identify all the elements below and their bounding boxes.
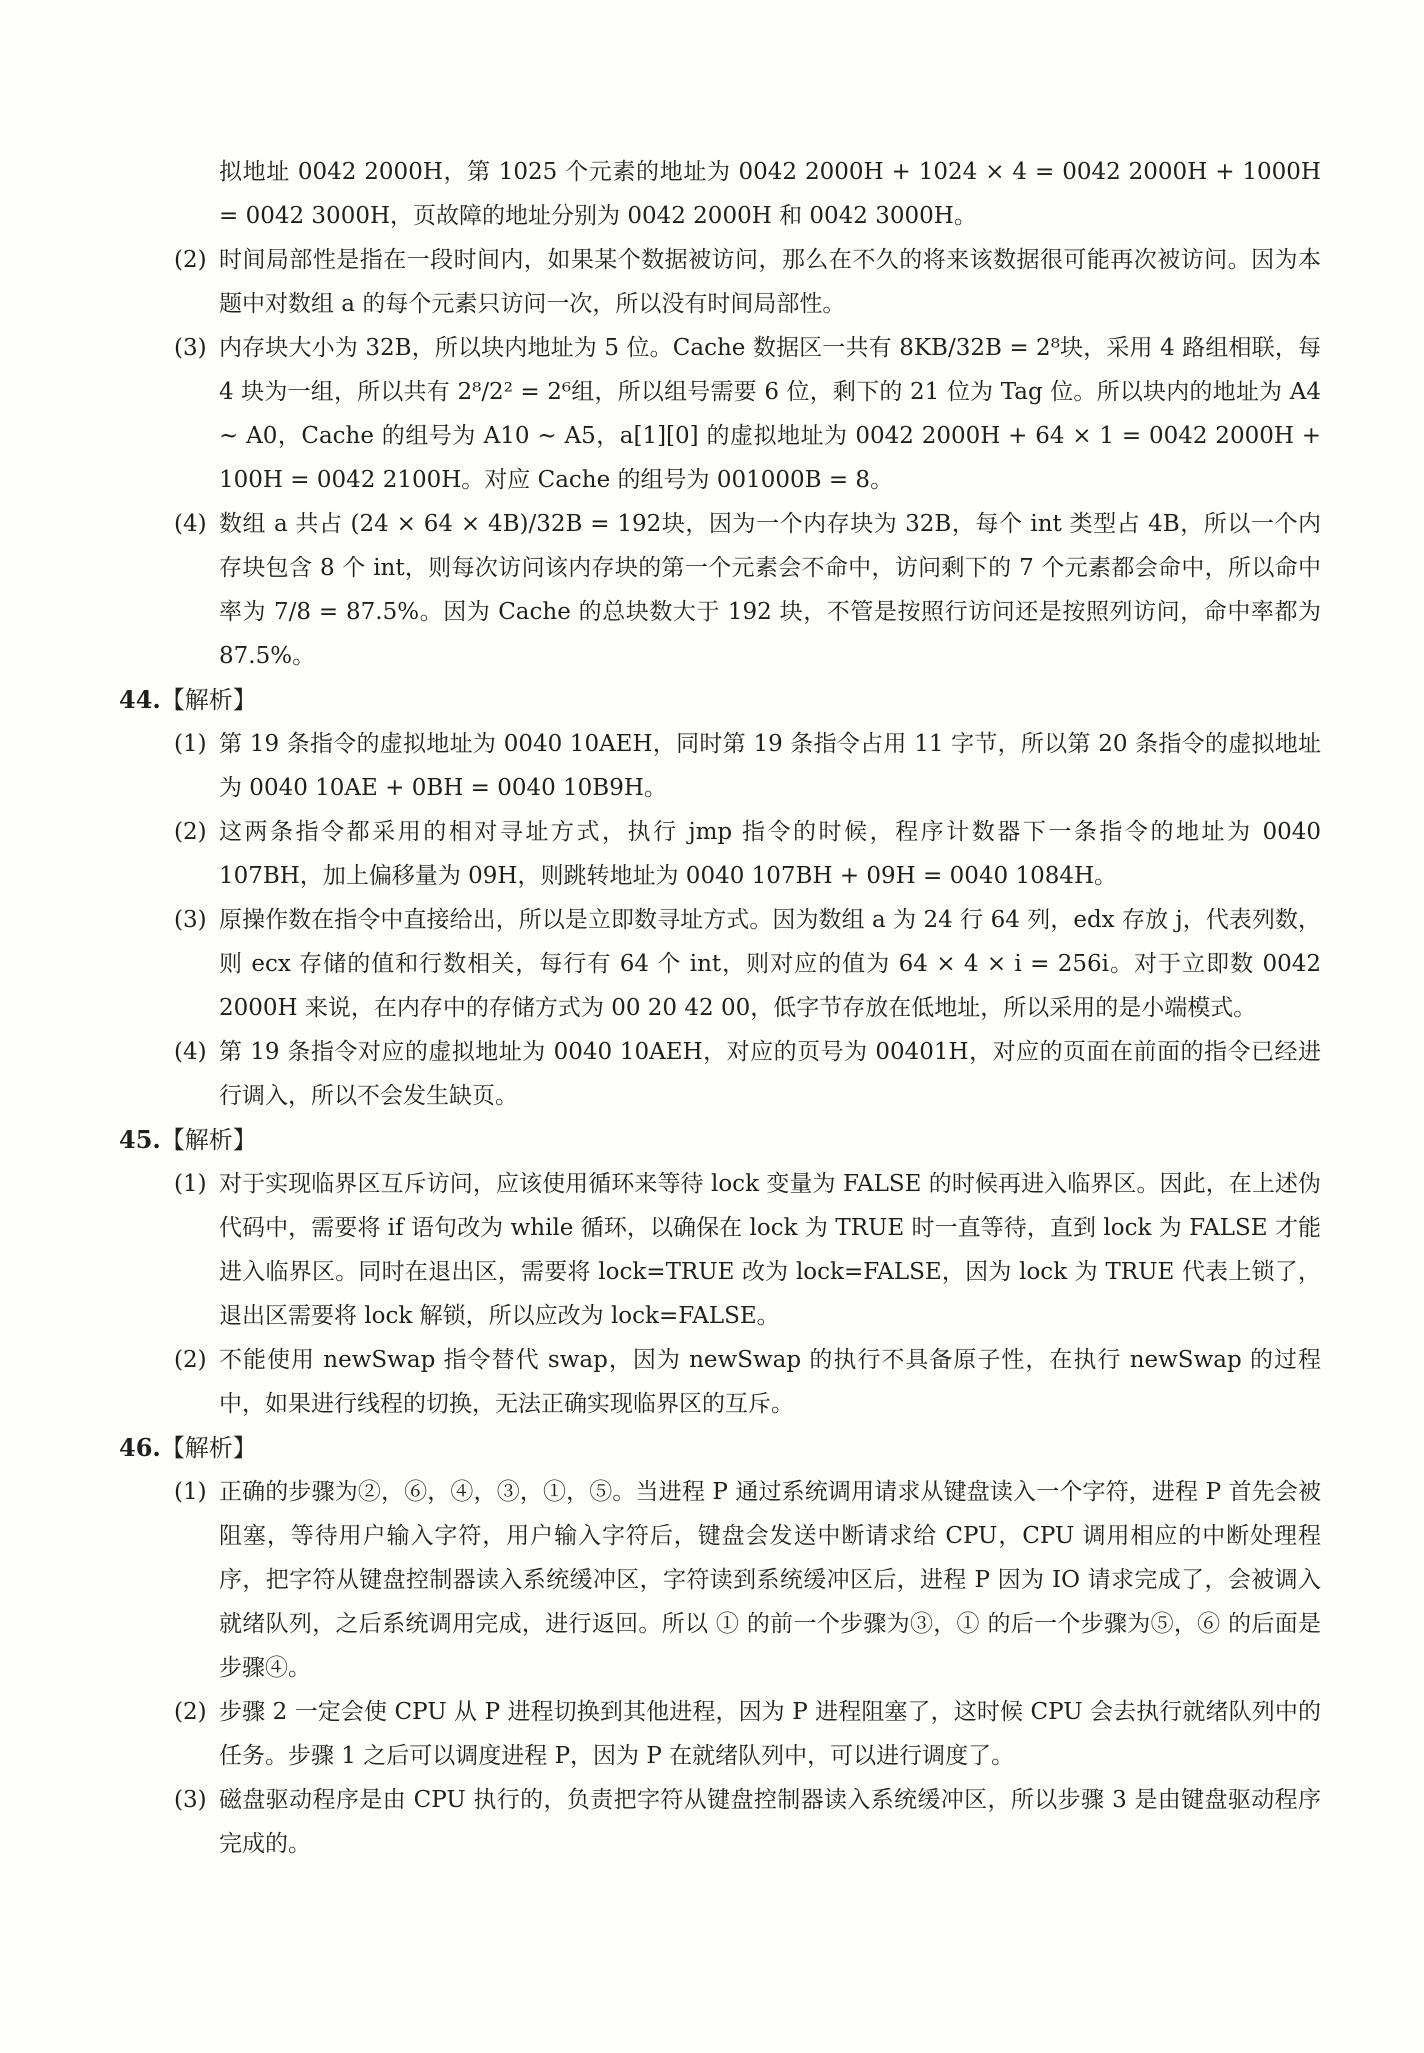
q46-item-1: [174, 1470, 1321, 1690]
item-number: (3): [174, 335, 207, 361]
analysis-label: 【解析】: [160, 1126, 257, 1154]
item-text: 第 19 条指令的虚拟地址为 0040 10AEH，同时第 19 条指令占用 11 字节，所以第 20 条指令的虚拟地址为 0040 10AE + 0BH = 0040 10B9H。: [219, 731, 1321, 801]
item-text: 这两条指令都采用的相对寻址方式，执行 jmp 指令的时候，程序计数器下一条指令的地址为 0040 107BH，加上偏移量为 09H，则跳转地址为 0040 107BH + 09H = 0040 1084H。: [219, 819, 1321, 889]
item-number: (3): [174, 907, 207, 933]
question-number: 44.: [119, 685, 161, 714]
q46-item-3: [174, 1778, 1321, 1866]
q44-item-2: [174, 810, 1321, 898]
item-text: 对于实现临界区互斥访问，应该使用循环来等待 lock 变量为 FALSE 的时候再进入临界区。因此，在上述伪代码中，需要将 if 语句改为 while 循环，以确保在 lock 为 TRUE 时一直等待，直到 lock 为 FALSE 才能进入临界区。同时在退出区，需要将 lock=TRUE 改为 lock=FALSE，因为 lock 为 TRUE 代表上锁了，退出区需要将 lock 解锁，所以应改为 lock=FALSE。: [219, 1171, 1321, 1329]
item-text: 不能使用 newSwap 指令替代 swap，因为 newSwap 的执行不具备原子性，在执行 newSwap 的过程中，如果进行线程的切换，无法正确实现临界区的互斥。: [219, 1347, 1321, 1417]
item-number: (1): [174, 731, 207, 757]
q46-item-2: [174, 1690, 1321, 1778]
item-text: 第 19 条指令对应的虚拟地址为 0040 10AEH，对应的页号为 00401H，对应的页面在前面的指令已经进行调入，所以不会发生缺页。: [219, 1039, 1321, 1109]
question-number: 45.: [119, 1125, 161, 1154]
q45-item-1: [174, 1162, 1321, 1338]
page-content: [0, 150, 1424, 1866]
item-text: 内存块大小为 32B，所以块内地址为 5 位。Cache 数据区一共有 8KB/32B = 2⁸块，采用 4 路组相联，每 4 块为一组，所以共有 2⁸/2² = 2⁶组，所以组号需要 6 位，剩下的 21 位为 Tag 位。所以块内的地址为 A4 ~ A0，Cache 的组号为 A10 ~ A5，a[1][0] 的虚拟地址为 0042 2000H + 64 × 1 = 0042 2000H + 100H = 0042 2100H。对应 Cache 的组号为 001000B = 8。: [219, 335, 1321, 493]
q46-heading: [119, 1426, 1424, 1470]
q43-item-2: [174, 238, 1321, 326]
item-text: 数组 a 共占 (24 × 64 × 4B)/32B = 192块，因为一个内存块为 32B，每个 int 类型占 4B，所以一个内存块包含 8 个 int，则每次访问该内存块的第一个元素会不命中，访问剩下的 7 个元素都会命中，所以命中率为 7/8 = 87.5%。因为 Cache 的总块数大于 192 块，不管是按照行访问还是按照列访问，命中率都为 87.5%。: [219, 511, 1321, 669]
intro-paragraph: 拟地址 0042 2000H，第 1025 个元素的地址为 0042 2000H + 1024 × 4 = 0042 2000H + 1000H = 0042 3000H，页故障的地址分别为 0042 2000H 和 0042 3000H。: [219, 159, 1321, 229]
item-text: 正确的步骤为②，⑥，④，③，①，⑤。当进程 P 通过系统调用请求从键盘读入一个字符，进程 P 首先会被阻塞，等待用户输入字符，用户输入字符后，键盘会发送中断请求给 CPU，CPU 调用相应的中断处理程序，把字符从键盘控制器读入系统缓冲区，字符读到系统缓冲区后，进程 P 因为 IO 请求完成了，会被调入就绪队列，之后系统调用完成，进行返回。所以 ① 的前一个步骤为③，① 的后一个步骤为⑤，⑥ 的后面是步骤④。: [219, 1479, 1321, 1681]
q44-item-3: [174, 898, 1321, 1030]
item-number: (4): [174, 511, 207, 537]
item-number: (3): [174, 1787, 207, 1813]
item-text: 磁盘驱动程序是由 CPU 执行的，负责把字符从键盘控制器读入系统缓冲区，所以步骤 3 是由键盘驱动程序完成的。: [219, 1787, 1321, 1857]
q44-heading: [119, 678, 1424, 722]
item-number: (2): [174, 1347, 207, 1373]
analysis-label: 【解析】: [160, 1434, 257, 1462]
item-number: (1): [174, 1171, 207, 1197]
q44-item-4: [174, 1030, 1321, 1118]
item-number: (4): [174, 1039, 207, 1065]
item-text: 原操作数在指令中直接给出，所以是立即数寻址方式。因为数组 a 为 24 行 64 列，edx 存放 j，代表列数，则 ecx 存储的值和行数相关，每行有 64 个 int，则对应的值为 64 × 4 × i = 256i。对于立即数 0042 2000H 来说，在内存中的存储方式为 00 20 42 00，低字节存放在低地址，所以采用的是小端模式。: [219, 907, 1321, 1021]
item-number: (2): [174, 819, 207, 845]
question-number: 46.: [119, 1433, 161, 1462]
analysis-label: 【解析】: [160, 686, 257, 714]
item-number: (1): [174, 1479, 207, 1505]
item-number: (2): [174, 1699, 207, 1725]
q43-item-4: [174, 502, 1321, 678]
q43-item-3: [174, 326, 1321, 502]
q44-item-1: [174, 722, 1321, 810]
item-text: 步骤 2 一定会使 CPU 从 P 进程切换到其他进程，因为 P 进程阻塞了，这时候 CPU 会去执行就绪队列中的任务。步骤 1 之后可以调度进程 P，因为 P 在就绪队列中，可以进行调度了。: [219, 1699, 1321, 1769]
q45-heading: [119, 1118, 1424, 1162]
item-number: (2): [174, 247, 207, 273]
item-text: 时间局部性是指在一段时间内，如果某个数据被访问，那么在不久的将来该数据很可能再次被访问。因为本题中对数组 a 的每个元素只访问一次，所以没有时间局部性。: [219, 247, 1321, 317]
q45-item-2: [174, 1338, 1321, 1426]
